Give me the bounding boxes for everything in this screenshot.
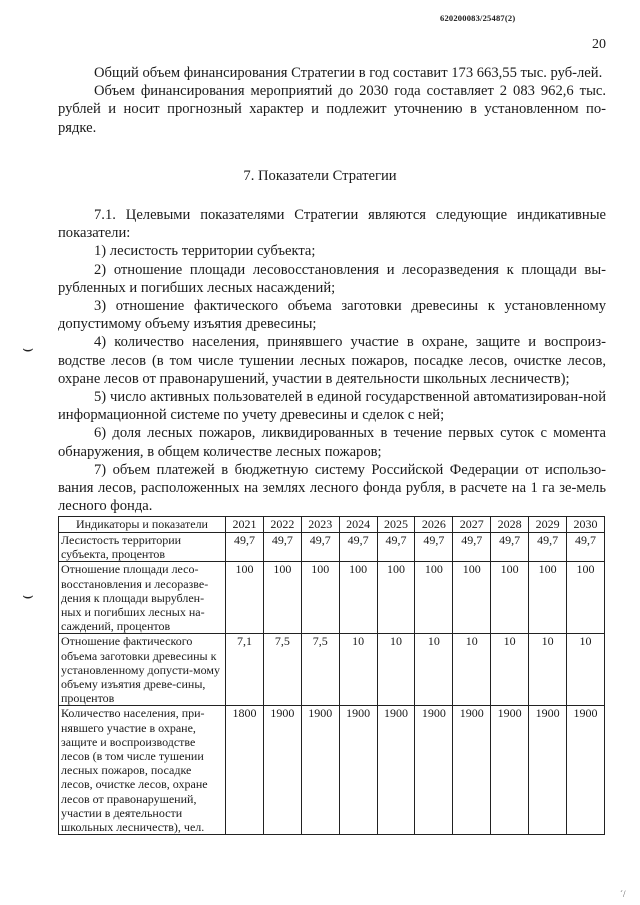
table-cell: 7,1 bbox=[226, 634, 264, 706]
table-row bbox=[59, 634, 605, 706]
year-header: 2027 bbox=[453, 517, 491, 533]
indicator-item: 2) отношение площади лесовосстановления и лесоразведения к площади вы-рубленных и погибших лесных насаждений; bbox=[58, 261, 606, 296]
table-cell: 100 bbox=[339, 562, 377, 634]
table-cell: 100 bbox=[226, 562, 264, 634]
table-cell: 1900 bbox=[491, 706, 529, 835]
table-cell: 1900 bbox=[377, 706, 415, 835]
table-cell: 1900 bbox=[453, 706, 491, 835]
table-cell: 100 bbox=[377, 562, 415, 634]
table-cell: 100 bbox=[263, 562, 301, 634]
indicator-item: 3) отношение фактического объема заготовки древесины к установленному допустимому объему изъятия древесины; bbox=[58, 298, 606, 333]
year-header: 2024 bbox=[339, 517, 377, 533]
table-row bbox=[59, 533, 605, 562]
section-title: 7. Показатели Стратегии bbox=[243, 168, 397, 184]
margin-check-mark: ⌣ bbox=[22, 585, 34, 605]
indicator-label: Лесистость территории субъекта, процентов bbox=[59, 533, 226, 562]
table-cell: 49,7 bbox=[263, 533, 301, 562]
table-cell: 100 bbox=[415, 562, 453, 634]
table-cell: 10 bbox=[377, 634, 415, 706]
indicators-intro: 7.1. Целевыми показателями Стратегии являются следующие индикативные показатели: bbox=[58, 207, 606, 242]
indicator-item: 1) лесистость территории субъекта; bbox=[94, 243, 316, 260]
table-cell: 10 bbox=[415, 634, 453, 706]
indicator-label: Отношение площади лесо-восстановления и лесоразве-дения к площади вырублен-ных и погибших лесных на-саждений, процентов bbox=[59, 562, 226, 634]
year-header: 2022 bbox=[263, 517, 301, 533]
table-cell: 10 bbox=[529, 634, 567, 706]
year-header: 2030 bbox=[567, 517, 605, 533]
year-header: 2025 bbox=[377, 517, 415, 533]
indicator-item: 6) доля лесных пожаров, ликвидированных в течение первых суток с момента обнаружения, в общем количестве лесных пожаров; bbox=[58, 425, 606, 460]
paragraph-total-financing: Объем финансирования мероприятий до 2030 года составляет 2 083 962,6 тыс. рублей и носит прогнозный характер и подлежит уточнению в установленном по-рядке. bbox=[58, 83, 606, 136]
table-cell: 49,7 bbox=[301, 533, 339, 562]
paragraph-annual-financing: Общий объем финансирования Стратегии в год составит 173 663,55 тыс. руб-лей. bbox=[94, 65, 603, 81]
table-row bbox=[59, 562, 605, 634]
table-cell: 7,5 bbox=[263, 634, 301, 706]
page-number: 20 bbox=[592, 37, 606, 52]
indicators-table bbox=[58, 516, 605, 835]
indicators-text bbox=[58, 206, 606, 515]
year-header: 2029 bbox=[529, 517, 567, 533]
table-cell: 1800 bbox=[226, 706, 264, 835]
financing-paragraphs bbox=[58, 64, 606, 137]
table-header-row bbox=[59, 517, 605, 533]
corner-mark: ´/ bbox=[620, 889, 626, 899]
indicator-label: Количество населения, при-нявшего участие в охране, защите и воспроизводстве лесов (в том числе тушении лесных пожаров, посадке лесов, очистке лесов, охране лесов от правонарушений, участии в деятельности школьных лесничеств), чел. bbox=[59, 706, 226, 835]
table-cell: 1900 bbox=[415, 706, 453, 835]
year-header: 2021 bbox=[226, 517, 264, 533]
table-cell: 1900 bbox=[529, 706, 567, 835]
table-cell: 100 bbox=[453, 562, 491, 634]
margin-check-mark: ⌣ bbox=[22, 338, 34, 358]
table-cell: 10 bbox=[339, 634, 377, 706]
column-header: Индикаторы и показатели bbox=[59, 517, 226, 533]
year-header: 2023 bbox=[301, 517, 339, 533]
indicator-label: Отношение фактического объема заготовки древесины к установленному допусти-мому объему изъятия древе-сины, процентов bbox=[59, 634, 226, 706]
table-cell: 49,7 bbox=[453, 533, 491, 562]
table-row bbox=[59, 706, 605, 835]
indicator-item: 4) количество населения, принявшего участие в охране, защите и воспроиз-водстве лесов (в том числе тушении лесных пожаров, посадке лесов, очистке лесов, охране лесов от правонарушений, участии в деятельности школьных лесничеств); bbox=[58, 334, 606, 387]
table-cell: 7,5 bbox=[301, 634, 339, 706]
table-cell: 10 bbox=[491, 634, 529, 706]
table-cell: 100 bbox=[301, 562, 339, 634]
table-cell: 100 bbox=[529, 562, 567, 634]
document-id: 620200083/25487(2) bbox=[440, 13, 516, 23]
table-cell: 1900 bbox=[263, 706, 301, 835]
table-cell: 49,7 bbox=[415, 533, 453, 562]
indicator-item: 5) число активных пользователей в единой государственной автоматизирован-ной информационной системе по учету древесины и сделок с ней; bbox=[58, 389, 606, 424]
table-cell: 49,7 bbox=[377, 533, 415, 562]
indicator-item: 7) объем платежей в бюджетную систему Российской Федерации от использо-вания лесов, расположенных на землях лесного фонда рубля, в расчете на 1 га зе-мель лесного фонда. bbox=[58, 461, 606, 515]
table-cell: 100 bbox=[491, 562, 529, 634]
table-cell: 49,7 bbox=[491, 533, 529, 562]
table-cell: 1900 bbox=[301, 706, 339, 835]
year-header: 2028 bbox=[491, 517, 529, 533]
table-cell: 1900 bbox=[567, 706, 605, 835]
table-cell: 49,7 bbox=[226, 533, 264, 562]
table-cell: 10 bbox=[453, 634, 491, 706]
year-header: 2026 bbox=[415, 517, 453, 533]
table-cell: 10 bbox=[567, 634, 605, 706]
table-cell: 100 bbox=[567, 562, 605, 634]
table-cell: 49,7 bbox=[529, 533, 567, 562]
table-cell: 49,7 bbox=[567, 533, 605, 562]
table-cell: 1900 bbox=[339, 706, 377, 835]
table-cell: 49,7 bbox=[339, 533, 377, 562]
